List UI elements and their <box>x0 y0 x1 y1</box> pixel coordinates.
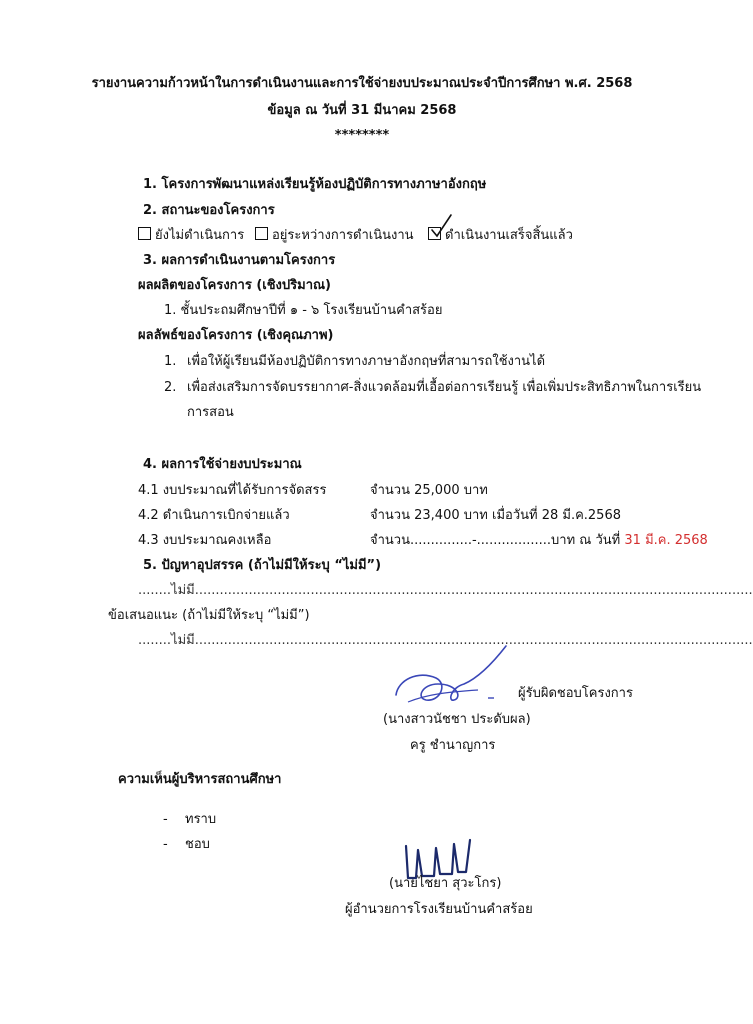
director-name: (นายไชยา สุวะโกร) <box>389 876 502 891</box>
outcome-item-text: เพื่อให้ผู้เรียนมีห้องปฏิบัติการทางภาษาอังกฤษที่สามารถใช้งานได้ <box>187 354 546 369</box>
outcome-item-text: เพื่อส่งเสริมการจัดบรรยากาศ-สิ่งแวดล้อมที่เอื้อต่อการเรียนรู้ เพื่อเพิ่มประสิทธิภาพในการเรียน <box>187 380 702 395</box>
section1-heading: 1. โครงการพัฒนาแหล่งเรียนรู้ห้องปฏิบัติการทางภาษาอังกฤษ <box>143 177 487 192</box>
admin-comment-item: ทราบ <box>185 812 217 827</box>
bullet: - <box>163 812 168 827</box>
section2-heading: 2. สถานะของโครงการ <box>143 203 275 218</box>
budget-remaining-value: จำนวน...............-..................บาท ณ วันที่ 31 มี.ค. 2568 <box>370 533 708 548</box>
outcome-heading: ผลลัพธ์ของโครงการ (เชิงคุณภาพ) <box>138 328 334 343</box>
problem-answer: ........ไม่มี....................................................................................................................................... <box>138 583 753 598</box>
director-position: ผู้อำนวยการโรงเรียนบ้านคำสร้อย <box>345 902 533 917</box>
outcome-item-continuation: การสอน <box>187 405 234 420</box>
bullet: - <box>163 837 168 852</box>
section5-heading: 5. ปัญหาอุปสรรค (ถ้าไม่มีให้ระบุ “ไม่มี”) <box>143 558 382 573</box>
budget-remaining-label: 4.3 งบประมาณคงเหลือ <box>138 533 272 548</box>
budget-allocated-label: 4.1 งบประมาณที่ได้รับการจัดสรร <box>138 483 327 498</box>
suggestion-label: ข้อเสนอแนะ (ถ้าไม่มีให้ระบุ “ไม่มี”) <box>108 608 310 623</box>
section4-heading: 4. ผลการใช้จ่ายงบประมาณ <box>143 457 302 472</box>
status-option-completed[interactable]: ดำเนินงานเสร็จสิ้นแล้ว <box>428 227 573 244</box>
remaining-date: 31 มี.ค. 2568 <box>624 533 708 548</box>
teacher-role: ผู้รับผิดชอบโครงการ <box>518 686 633 701</box>
teacher-name: (นางสาวนัชชา ประดับผล) <box>383 712 531 727</box>
checkbox-icon[interactable] <box>255 227 268 240</box>
output-heading: ผลผลิตของโครงการ (เชิงปริมาณ) <box>138 278 332 293</box>
report-date: ข้อมูล ณ วันที่ 31 มีนาคม 2568 <box>267 103 457 118</box>
budget-spent-value: จำนวน 23,400 บาท เมื่อวันที่ 28 มี.ค.2568 <box>370 508 621 523</box>
report-title: รายงานความก้าวหน้าในการดำเนินงานและการใช้จ่ายงบประมาณประจำปีการศึกษา พ.ศ. 2568 <box>91 76 633 91</box>
teacher-signature <box>388 640 518 715</box>
output-item: 1. ชั้นประถมศึกษาปีที่ ๑ - ๖ โรงเรียนบ้านคำสร้อย <box>164 303 443 318</box>
admin-heading: ความเห็นผู้บริหารสถานศึกษา <box>118 772 282 787</box>
outcome-item-number: 1. <box>164 354 177 369</box>
budget-spent-label: 4.2 ดำเนินการเบิกจ่ายแล้ว <box>138 508 290 523</box>
section3-heading: 3. ผลการดำเนินงานตามโครงการ <box>143 253 336 268</box>
status-option-in-progress[interactable]: อยู่ระหว่างการดำเนินงาน <box>255 227 414 244</box>
separator-stars: ******** <box>334 128 390 143</box>
status-option-not-started[interactable]: ยังไม่ดำเนินการ <box>138 227 244 244</box>
budget-allocated-value: จำนวน 25,000 บาท <box>370 483 488 498</box>
suggestion-answer: ........ไม่มี....................................................................................................................................... <box>138 633 753 648</box>
admin-comment-item: ชอบ <box>185 837 210 852</box>
checkbox-icon[interactable] <box>138 227 151 240</box>
outcome-item-number: 2. <box>164 380 177 395</box>
checkmark-icon <box>428 212 458 242</box>
teacher-position: ครู ชำนาญการ <box>410 738 496 753</box>
